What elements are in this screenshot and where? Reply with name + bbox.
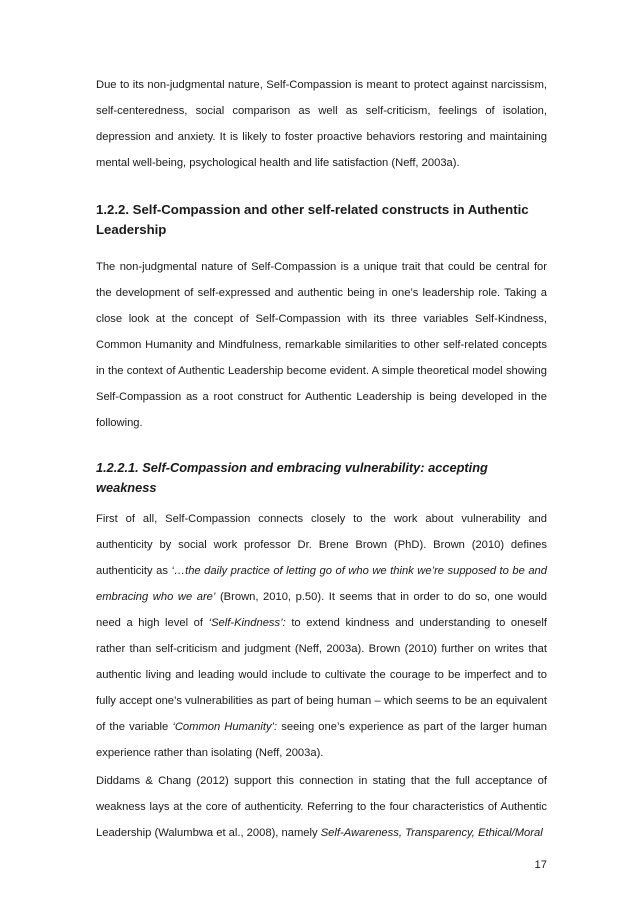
section-heading-1-2-2: 1.2.2. Self-Compassion and other self-related constructs in Authentic Leadership: [96, 202, 529, 237]
page-number: 17: [534, 859, 547, 871]
paragraph-self-compassion-protection: Due to its non-judgmental nature, Self-Compassion is meant to protect against narcissism, self-centeredness, social comparison as well as self-criticism, feelings of isolation, depression and anxiety. It is likely to foster proactive behaviors restoring and maintaining mental well-being, psychological health and life satisfaction (Neff, 2003a).: [96, 79, 547, 169]
term-common-humanity: ‘Common Humanity’:: [172, 721, 278, 733]
quote-authenticity: ‘…the daily practice of letting go of who we think we’re supposed to be and embracing who we are’: [96, 565, 547, 603]
page-content: [96, 72, 547, 846]
paragraph-brown-vulnerability: [96, 506, 547, 766]
paragraph-non-judgmental-nature: The non-judgmental nature of Self-Compassion is a unique trait that could be central for the development of self-expressed and authentic being in one’s leadership role. Taking a close look at the concept of Self-Compassion with its three variables Self-Kindness, Common Humanity and Mindfulness, remarkable similarities to other self-related concepts in the context of Authentic Leadership become evident. A simple theoretical model showing Self-Compassion as a root construct for Authentic Leadership is being developed in the following.: [96, 261, 547, 429]
paragraph-text: Diddams & Chang (2012) support this connection in stating that the full acceptance of weakness lays at the core of authenticity. Referring to the four characteristics of Authentic Leadership (Walumbwa et al., 2008), namely: [96, 775, 547, 839]
paragraph-text: to extend kindness and understanding to oneself rather than self-criticism and judgment (Neff, 2003a). Brown (2010) further on writes that authentic living and leading would include to cultivate the courage to be imperfect and to fully accept one’s vulnerabilities as part of being human – which seems to be an equivalent of the variable: [96, 617, 547, 733]
subsection-heading-1-2-2-1: 1.2.2.1. Self-Compassion and embracing vulnerability: accepting weakness: [96, 460, 488, 495]
paragraph-text: seeing one’s experience as part of the larger human experience rather than isolating (Neff, 2003a).: [96, 721, 548, 759]
paragraph-text: (Brown, 2010, p.50). It seems that in order to do so, one would need a high level of: [96, 591, 547, 629]
paragraph-diddams-chang: [96, 768, 547, 846]
term-self-kindness: ‘Self-Kindness’:: [208, 617, 286, 629]
paragraph-text: First of all, Self-Compassion connects closely to the work about vulnerability and authenticity by social work professor Dr. Brene Brown (PhD). Brown (2010) defines authenticity as: [96, 513, 547, 577]
term-characteristics: Self-Awareness, Transparency, Ethical/Moral: [320, 827, 543, 839]
